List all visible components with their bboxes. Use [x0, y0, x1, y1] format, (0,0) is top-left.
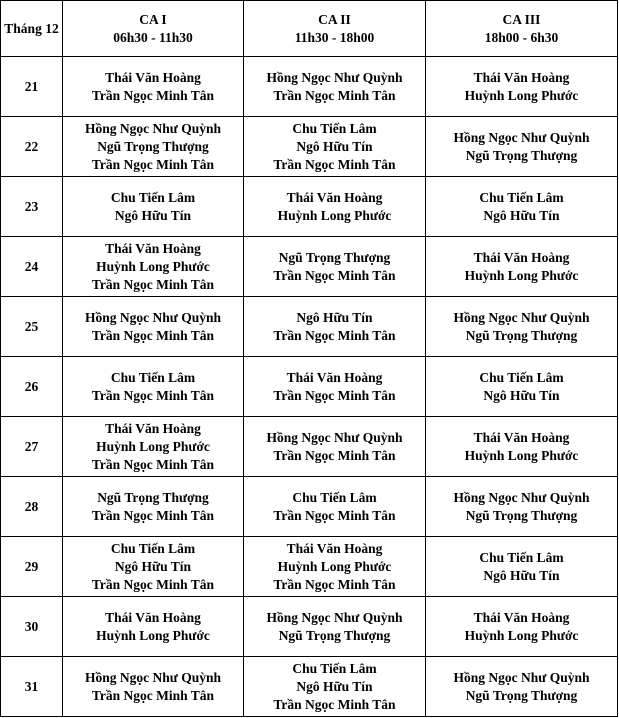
staff-name: Ngũ Trọng Thượng: [278, 627, 391, 643]
staff-name: Trần Ngọc Minh Tân: [91, 276, 215, 292]
shift-cell-ca1: [63, 117, 244, 177]
shift-cell-ca2: [244, 417, 426, 477]
staff-name: Hồng Ngọc Như Quỳnh: [84, 120, 221, 136]
shift-cell-ca3: [426, 297, 618, 357]
staff-name: Huỳnh Long Phước: [96, 627, 210, 643]
day-number: 29: [24, 558, 39, 574]
staff-name: Ngô Hữu Tín: [483, 387, 560, 403]
staff-name: Trần Ngọc Minh Tân: [273, 156, 396, 172]
day-cell: [1, 237, 63, 297]
day-number: 27: [24, 438, 39, 454]
staff-name: Thái Văn Hoàng: [286, 189, 383, 205]
staff-name: Hồng Ngọc Như Quỳnh: [266, 69, 403, 85]
staff-name: Ngô Hữu Tín: [114, 558, 192, 574]
staff-name: Chu Tiến Lâm: [292, 660, 377, 676]
staff-name: Huỳnh Long Phước: [464, 627, 579, 643]
table-row: [1, 357, 618, 417]
staff-name: Huỳnh Long Phước: [96, 438, 210, 454]
shift-cell-ca1: [63, 597, 244, 657]
staff-name: Chu Tiến Lâm: [292, 120, 377, 136]
staff-name: Thái Văn Hoàng: [473, 249, 570, 265]
staff-name: Trần Ngọc Minh Tân: [273, 576, 396, 592]
table-row: [1, 297, 618, 357]
shift-cell-ca3: [426, 177, 618, 237]
shift-time: 11h30 - 18h00: [294, 29, 375, 45]
shift-header-ca1: [63, 1, 244, 57]
staff-name: Chu Tiến Lâm: [110, 189, 196, 205]
table-row: [1, 657, 618, 717]
shift-cell-ca2: [244, 537, 426, 597]
day-cell: [1, 57, 63, 117]
table-row: [1, 177, 618, 237]
shift-cell-ca1: [63, 477, 244, 537]
shift-cell-ca2: [244, 657, 426, 717]
shift-name: CA II: [318, 11, 351, 27]
staff-name: Hồng Ngọc Như Quỳnh: [453, 669, 590, 685]
staff-name: Chu Tiến Lâm: [292, 489, 377, 505]
shift-cell-ca3: [426, 417, 618, 477]
day-number: 21: [24, 78, 39, 94]
staff-name: Thái Văn Hoàng: [473, 609, 570, 625]
staff-name: Hồng Ngọc Như Quỳnh: [453, 129, 590, 145]
staff-name: Ngũ Trọng Thượng: [97, 489, 209, 505]
shift-cell-ca2: [244, 357, 426, 417]
staff-name: Hồng Ngọc Như Quỳnh: [453, 309, 590, 325]
day-cell: [1, 657, 63, 717]
shift-cell-ca2: [244, 177, 426, 237]
staff-name: Thái Văn Hoàng: [286, 540, 383, 556]
staff-name: Hồng Ngọc Như Quỳnh: [84, 669, 221, 685]
table-row: [1, 477, 618, 537]
day-number: 24: [24, 258, 39, 274]
day-cell: [1, 357, 63, 417]
staff-name: Chu Tiến Lâm: [479, 189, 564, 205]
staff-name: Huỳnh Long Phước: [277, 558, 392, 574]
staff-name: Huỳnh Long Phước: [464, 267, 579, 283]
staff-name: Trần Ngọc Minh Tân: [273, 327, 396, 343]
shift-cell-ca1: [63, 237, 244, 297]
staff-name: Trần Ngọc Minh Tân: [91, 456, 215, 472]
staff-name: Ngô Hữu Tín: [114, 207, 192, 223]
shift-header-ca2: [244, 1, 426, 57]
staff-name: Trần Ngọc Minh Tân: [91, 687, 215, 703]
shift-cell-ca1: [63, 657, 244, 717]
table-row: [1, 237, 618, 297]
staff-name: Thái Văn Hoàng: [105, 609, 201, 625]
staff-name: Hồng Ngọc Như Quỳnh: [84, 309, 221, 325]
staff-name: Ngũ Trọng Thượng: [465, 327, 578, 343]
day-cell: [1, 177, 63, 237]
header-row: [1, 1, 618, 57]
staff-name: Trần Ngọc Minh Tân: [91, 576, 215, 592]
staff-name: Ngũ Trọng Thượng: [97, 138, 209, 154]
day-number: 30: [24, 618, 39, 634]
staff-name: Ngô Hữu Tín: [483, 207, 560, 223]
staff-name: Thái Văn Hoàng: [286, 369, 383, 385]
staff-name: Ngũ Trọng Thượng: [278, 249, 391, 265]
shift-time: 18h00 - 6h30: [484, 29, 559, 45]
shift-cell-ca3: [426, 357, 618, 417]
staff-name: Trần Ngọc Minh Tân: [273, 696, 396, 712]
day-number: 28: [24, 498, 39, 514]
shift-cell-ca2: [244, 477, 426, 537]
day-cell: [1, 117, 63, 177]
day-number: 31: [24, 678, 39, 694]
staff-name: Huỳnh Long Phước: [96, 258, 210, 274]
shift-cell-ca2: [244, 237, 426, 297]
table-row: [1, 597, 618, 657]
staff-name: Trần Ngọc Minh Tân: [91, 327, 215, 343]
day-cell: [1, 537, 63, 597]
staff-name: Hồng Ngọc Như Quỳnh: [453, 489, 590, 505]
staff-name: Hồng Ngọc Như Quỳnh: [266, 609, 403, 625]
day-cell: [1, 597, 63, 657]
staff-name: Chu Tiến Lâm: [479, 369, 564, 385]
shift-cell-ca1: [63, 537, 244, 597]
day-number: 22: [24, 138, 39, 154]
staff-name: Thái Văn Hoàng: [473, 69, 570, 85]
shift-cell-ca2: [244, 57, 426, 117]
shift-cell-ca3: [426, 657, 618, 717]
staff-name: Chu Tiến Lâm: [110, 369, 196, 385]
staff-name: Ngũ Trọng Thượng: [465, 507, 578, 523]
shift-cell-ca2: [244, 297, 426, 357]
shift-cell-ca1: [63, 57, 244, 117]
shift-cell-ca1: [63, 357, 244, 417]
staff-name: Trần Ngọc Minh Tân: [91, 507, 215, 523]
day-cell: [1, 417, 63, 477]
staff-name: Ngô Hữu Tín: [296, 309, 373, 325]
shift-cell-ca1: [63, 417, 244, 477]
staff-name: Thái Văn Hoàng: [105, 69, 201, 85]
staff-name: Trần Ngọc Minh Tân: [273, 267, 396, 283]
table-row: [1, 417, 618, 477]
month-header: [1, 1, 63, 57]
staff-name: Trần Ngọc Minh Tân: [91, 156, 215, 172]
shift-name: CA I: [139, 11, 167, 27]
schedule-body: [1, 57, 618, 717]
day-cell: [1, 297, 63, 357]
shift-time: 06h30 - 11h30: [113, 29, 193, 45]
shift-cell-ca2: [244, 117, 426, 177]
staff-name: Huỳnh Long Phước: [277, 207, 392, 223]
staff-name: Thái Văn Hoàng: [105, 240, 201, 256]
shift-cell-ca1: [63, 297, 244, 357]
shift-cell-ca3: [426, 57, 618, 117]
day-number: 26: [24, 378, 39, 394]
staff-name: Chu Tiến Lâm: [110, 540, 196, 556]
staff-name: Thái Văn Hoàng: [473, 429, 570, 445]
staff-name: Chu Tiến Lâm: [479, 549, 564, 565]
month-label: Tháng 12: [4, 20, 59, 36]
shift-cell-ca3: [426, 477, 618, 537]
staff-name: Thái Văn Hoàng: [105, 420, 201, 436]
table-row: [1, 537, 618, 597]
staff-name: Ngô Hữu Tín: [296, 678, 373, 694]
shift-cell-ca3: [426, 117, 618, 177]
shift-header-ca3: [426, 1, 618, 57]
staff-name: Trần Ngọc Minh Tân: [273, 447, 396, 463]
day-number: 23: [24, 198, 39, 214]
staff-name: Hồng Ngọc Như Quỳnh: [266, 429, 403, 445]
staff-name: Ngũ Trọng Thượng: [465, 147, 578, 163]
shift-name: CA III: [502, 11, 541, 27]
shift-cell-ca1: [63, 177, 244, 237]
staff-name: Trần Ngọc Minh Tân: [91, 87, 215, 103]
table-row: [1, 57, 618, 117]
shift-cell-ca3: [426, 237, 618, 297]
day-number: 25: [24, 318, 39, 334]
staff-name: Huỳnh Long Phước: [464, 87, 579, 103]
staff-name: Ngô Hữu Tín: [483, 567, 560, 583]
staff-name: Ngô Hữu Tín: [296, 138, 373, 154]
table-row: [1, 117, 618, 177]
day-cell: [1, 477, 63, 537]
shift-cell-ca3: [426, 597, 618, 657]
staff-name: Huỳnh Long Phước: [464, 447, 579, 463]
staff-name: Trần Ngọc Minh Tân: [273, 87, 396, 103]
shift-cell-ca3: [426, 537, 618, 597]
shift-cell-ca2: [244, 597, 426, 657]
staff-name: Ngũ Trọng Thượng: [465, 687, 578, 703]
staff-name: Trần Ngọc Minh Tân: [91, 387, 215, 403]
staff-name: Trần Ngọc Minh Tân: [273, 507, 396, 523]
staff-name: Trần Ngọc Minh Tân: [273, 387, 396, 403]
